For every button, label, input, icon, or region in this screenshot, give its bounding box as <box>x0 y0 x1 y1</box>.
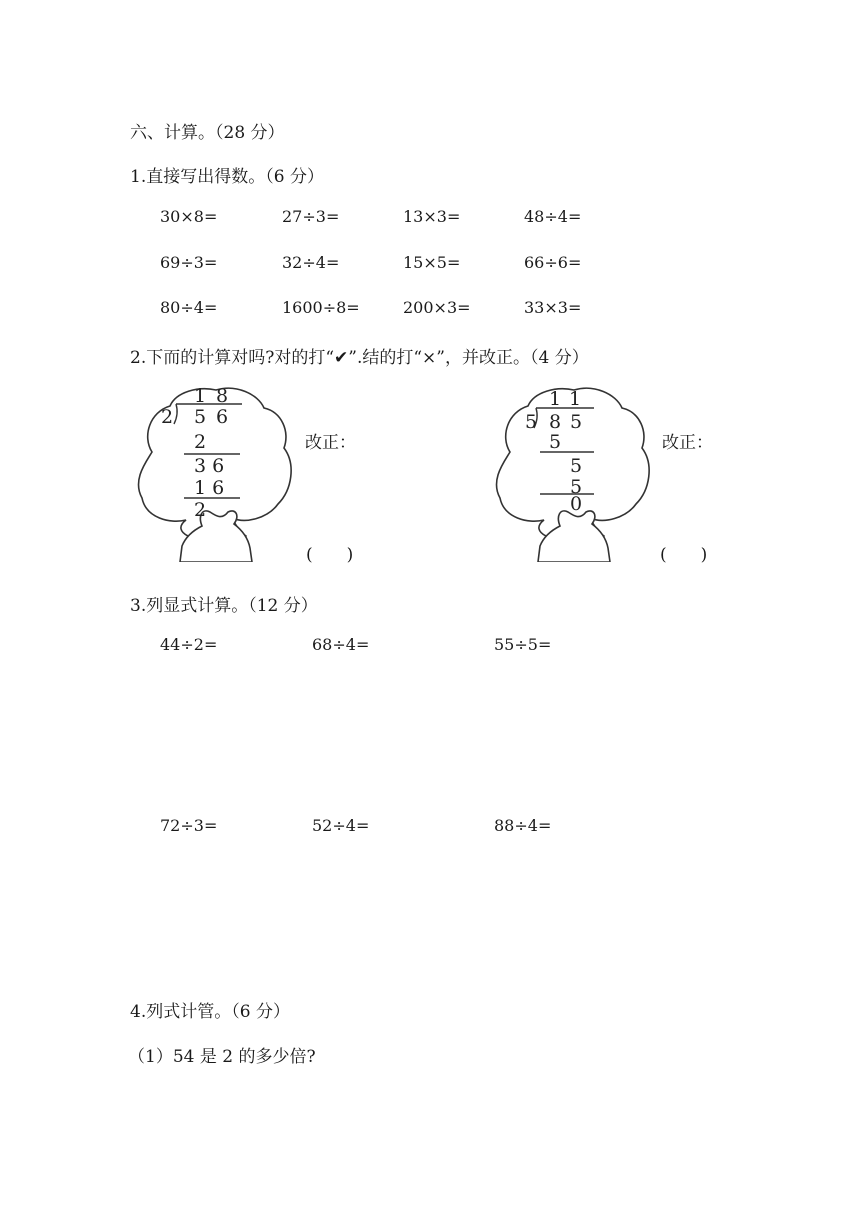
dividend-digit: 6 <box>216 406 229 428</box>
step-value: 5 <box>570 455 583 477</box>
q1-expr: 13×3= <box>403 207 461 226</box>
answer-paren-left[interactable]: ( ) <box>306 545 354 565</box>
step-value: 2 <box>194 499 207 521</box>
q1-expr: 69÷3= <box>160 253 218 272</box>
tree-illustration-right <box>494 386 654 562</box>
q3-expr: 88÷4= <box>494 816 552 835</box>
q1-expr: 30×8= <box>160 207 218 226</box>
q1-expr: 32÷4= <box>282 253 340 272</box>
q2-title: 2.下而的计算对吗?对的打“✔”.结的打“×”，并改正。（4 分） <box>130 348 589 368</box>
divisor-digit: 5 <box>525 411 538 433</box>
q1-expr: 27÷3= <box>282 207 340 226</box>
q1-expr: 1600÷8= <box>282 298 360 317</box>
step-value: 3 6 <box>194 455 225 477</box>
fix-label-left: 改正： <box>305 433 356 453</box>
section-title: 六、计算。（28 分） <box>130 123 285 143</box>
step-value: 1 6 <box>194 477 225 499</box>
quotient-digit: 1 <box>194 386 207 407</box>
q1-expr: 200×3= <box>403 298 471 317</box>
quotient-digit: 1 <box>569 388 582 410</box>
q1-expr: 33×3= <box>524 298 582 317</box>
step-value: 5 <box>570 476 583 498</box>
q4-sub1: （1）54 是 2 的多少倍? <box>128 1047 316 1067</box>
step-value: 2 <box>194 431 207 453</box>
fix-label-right: 改正： <box>662 433 713 453</box>
tree-illustration-left <box>136 386 296 562</box>
step-value: 5 <box>549 431 562 453</box>
q3-expr: 72÷3= <box>160 816 218 835</box>
q3-expr: 68÷4= <box>312 635 370 654</box>
q1-expr: 15×5= <box>403 253 461 272</box>
q1-expr: 66÷6= <box>524 253 582 272</box>
q3-expr: 52÷4= <box>312 816 370 835</box>
q3-expr: 55÷5= <box>494 635 552 654</box>
q3-title: 3.列显式计算。（12 分） <box>130 596 318 616</box>
quotient-digit: 1 <box>549 388 562 410</box>
quotient-digit: 8 <box>216 386 229 407</box>
dividend-digit: 8 <box>549 411 562 433</box>
q1-expr: 80÷4= <box>160 298 218 317</box>
q4-title: 4.列式计管。（6 分） <box>130 1002 290 1022</box>
dividend-digit: 5 <box>570 411 583 433</box>
answer-paren-right[interactable]: ( ) <box>660 545 708 565</box>
q3-expr: 44÷2= <box>160 635 218 654</box>
q1-title: 1.直接写出得数。（6 分） <box>130 167 324 187</box>
q1-expr: 48÷4= <box>524 207 582 226</box>
divisor-digit: 2 <box>161 406 174 428</box>
step-value: 0 <box>570 493 583 515</box>
dividend-digit: 5 <box>194 406 207 428</box>
